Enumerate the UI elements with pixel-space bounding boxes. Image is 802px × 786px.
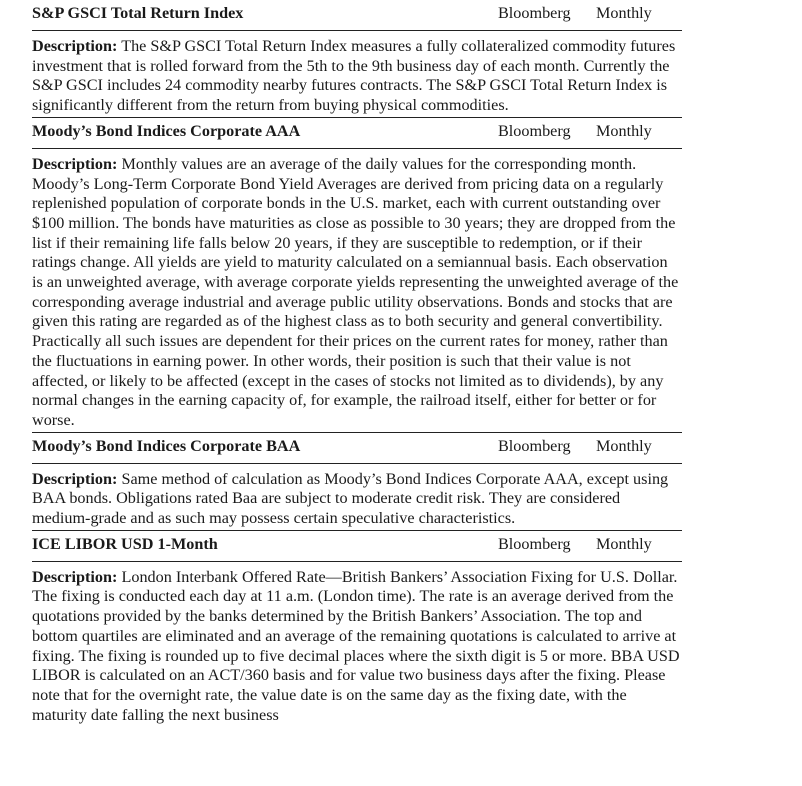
description-text: The S&P GSCI Total Return Index measures a fully collateralized commodity futures investment that is rolled forward from the 5th to the 9th business day of each month. Currently the S&P GSCI includes 24 commodity nearby futures contracts. The S&P GSCI Total Return Index is significantly different from the return from buying physical commodities. [32, 37, 676, 115]
entry-title: S&P GSCI Total Return Index [32, 4, 244, 22]
description-text: London Interbank Offered Rate—British Bankers’ Association Fixing for U.S. Dollar. The fixing is conducted each day at 11 a.m. (London time). The rate is an average derived from the quotations provided by the banks determined by the British Bankers’ Association. The top and bottom quartiles are eliminated and an average of the remaining quotations is calculated to arrive at fixing. The fixing is rounded up to five decimal places where the sixth digit is 5 or more. BBA USD LIBOR is calculated on an ACT/360 basis and for value two business days after the fixing. Please note that for the overnight rate, the value date is on the same day as the fixing date, with the maturity date falling the next business [32, 567, 680, 724]
entry-source: Bloomberg [498, 534, 571, 553]
description-label: Description: [32, 154, 118, 173]
entry-description [32, 149, 682, 432]
entry-ice-libor-usd-1m [32, 530, 682, 727]
entry-title: Moody’s Bond Indices Corporate AAA [32, 121, 301, 140]
entry-title: ICE LIBOR USD 1-Month [32, 534, 218, 553]
entry-source: Bloomberg [498, 121, 571, 140]
entry-frequency: Monthly [596, 121, 652, 140]
document-page [32, 0, 682, 726]
entry-header [32, 0, 682, 31]
entry-header [32, 433, 682, 464]
entry-description [32, 31, 682, 117]
entry-moodys-aaa [32, 117, 682, 432]
entry-description [32, 464, 682, 530]
entry-source: Bloomberg [498, 4, 571, 22]
entry-header [32, 531, 682, 562]
description-text: Same method of calculation as Moody’s Bond Indices Corporate AAA, except using BAA bonds. Obligations rated Baa are subject to moderate credit risk. They are considered medium-grade and as such may possess certain speculative characteristics. [32, 469, 669, 528]
entry-sp-gsci-total-return [32, 0, 682, 117]
description-label: Description: [32, 469, 118, 488]
description-label: Description: [32, 37, 118, 55]
entry-title: Moody’s Bond Indices Corporate BAA [32, 436, 301, 455]
description-text: Monthly values are an average of the daily values for the corresponding month. Moody’s Long-Term Corporate Bond Yield Averages are derived from pricing data on a regularly replenished population of corporate bonds in the U.S. market, each with current outstanding over $100 million. The bonds have maturities as close as possible to 30 years; they are dropped from the list if their remaining life falls below 20 years, if they are susceptible to redemption, or if their ratings change. All yields are yield to maturity calculated on a semiannual basis. Each observation is an unweighted average, with average corporate yields representing the unweighted average of the corresponding average industrial and average public utility observations. Bonds and stocks that are given this rating are regarded as of the highest class as to both security and general convertibility. Practically all such issues are dependent for their prices on the current rates for money, rather than the fluctuations in earning power. In other words, their position is such that their value is not affected, or likely to be affected (except in the cases of stocks not limited as to dividends), by any normal changes in the earning capacity of, for example, the railroad itself, either for better or for worse. [32, 154, 679, 429]
entry-header [32, 118, 682, 149]
entry-description [32, 562, 682, 727]
entry-frequency: Monthly [596, 534, 652, 553]
description-label: Description: [32, 567, 118, 586]
entry-source: Bloomberg [498, 436, 571, 455]
entry-moodys-baa [32, 432, 682, 530]
entry-frequency: Monthly [596, 436, 652, 455]
entry-frequency: Monthly [596, 4, 652, 22]
